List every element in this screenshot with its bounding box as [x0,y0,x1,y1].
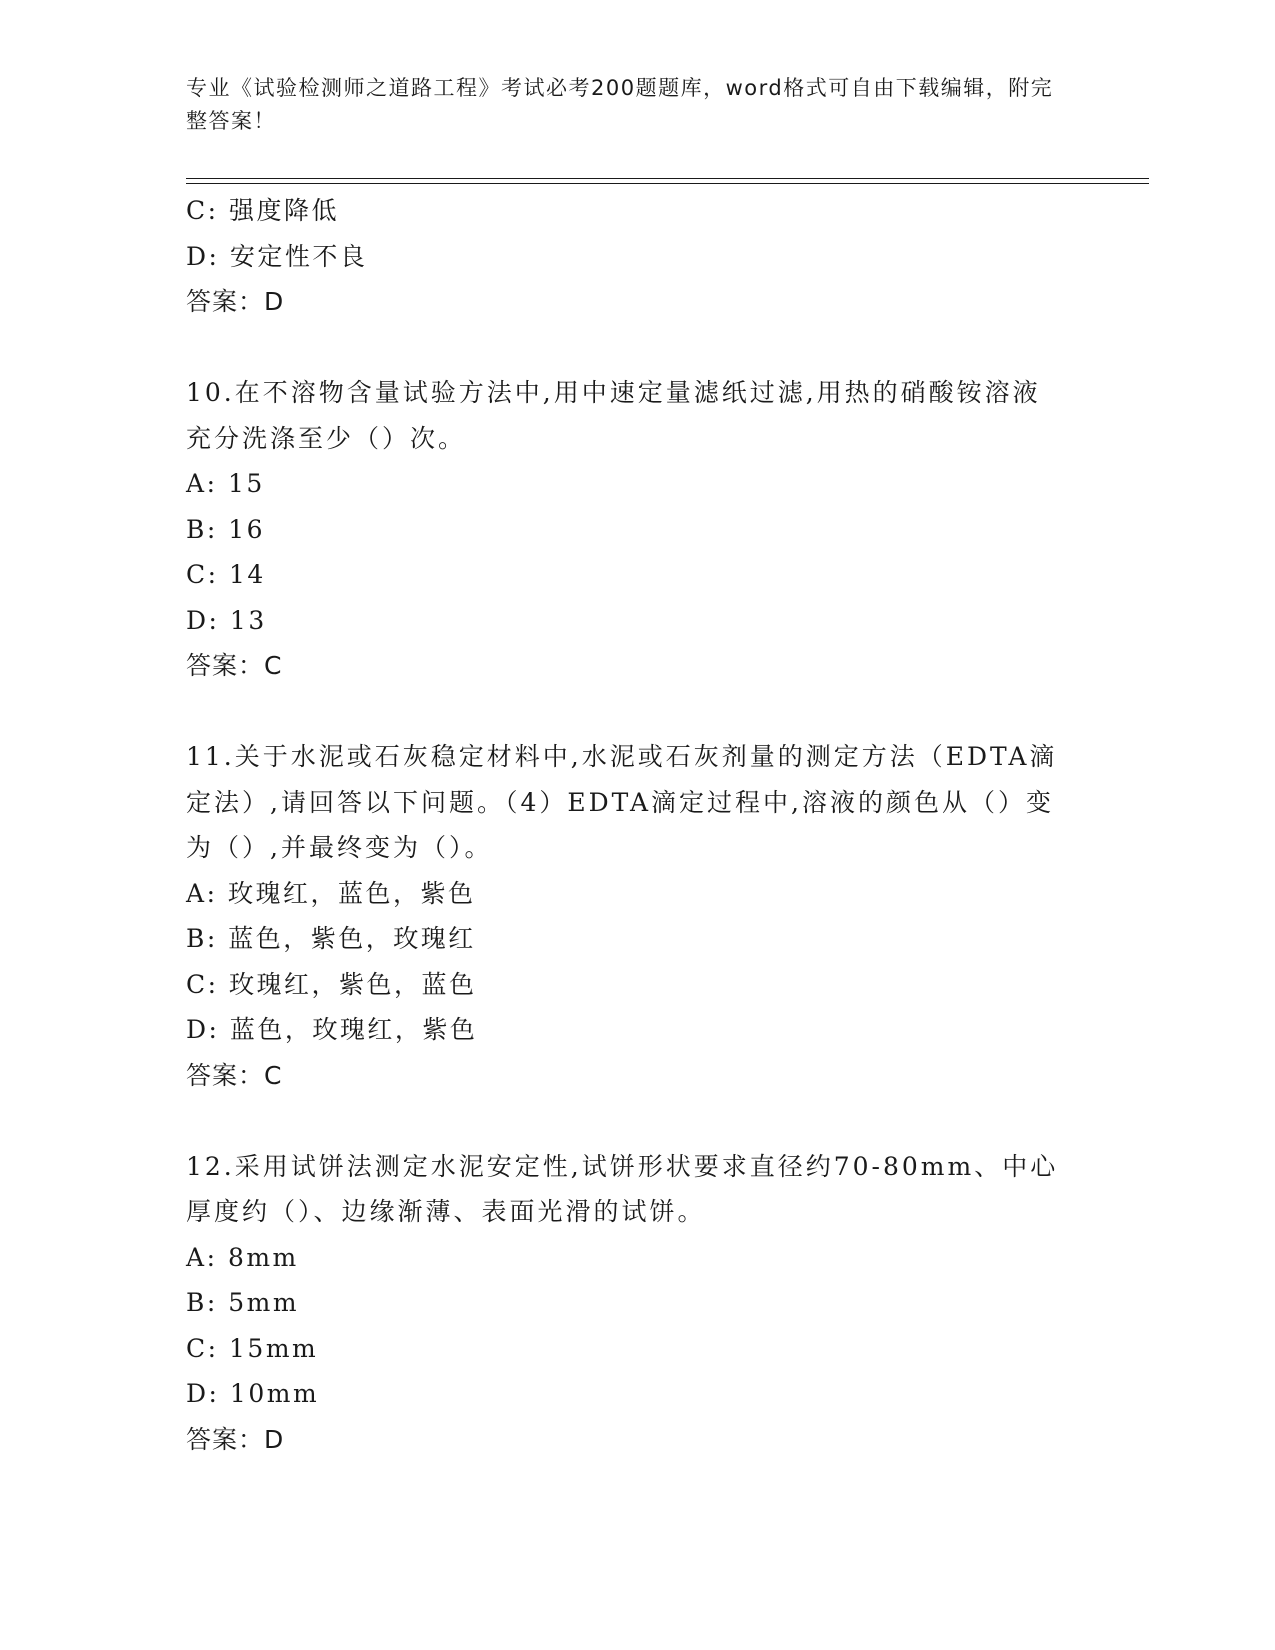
spacer [186,689,1086,735]
continued-question [186,188,1086,325]
option-a: A: 8mm [186,1242,299,1272]
option-b: B: 16 [186,514,266,544]
answer-line: 答案：D [186,287,285,316]
option-d: D: 安定性不良 [186,241,368,271]
header-divider-top [186,178,1149,179]
option-d: D: 蓝色，玫瑰红，紫色 [186,1015,478,1044]
answer-line: 答案：C [186,1060,283,1090]
question-12 [186,1144,1086,1463]
option-c: C: 14 [186,560,266,589]
option-b: B: 蓝色，紫色，玫瑰红 [186,924,476,953]
spacer [186,1098,1086,1144]
question-11 [186,734,1086,1098]
option-c: C: 强度降低 [186,196,340,225]
option-a: A: 15 [186,469,265,498]
question-10 [186,370,1086,689]
question-text: 11.关于水泥或石灰稳定材料中,水泥或石灰剂量的测定方法（EDTA滴定法）,请回答以下问题。（4）EDTA滴定过程中,溶液的颜色从（）变为（）,并最终变为（）。 [186,742,1058,862]
answer-line: 答案：D [186,1424,285,1454]
header-divider-bottom [186,183,1149,184]
option-a: A: 玫瑰红，蓝色，紫色 [186,878,476,908]
document-header: 专业《试验检测师之道路工程》考试必考200题题库，word格式可自由下载编辑，附完整答案！ [186,76,1054,133]
answer-line: 答案：C [186,651,283,680]
spacer [186,325,1086,371]
question-text: 12.采用试饼法测定水泥安定性,试饼形状要求直径约70-80mm、中心厚度约（）、边缘渐薄、表面光滑的试饼。 [186,1151,1059,1226]
option-b: B: 5mm [186,1288,300,1317]
document-body [186,188,1086,1462]
option-c: C: 15mm [186,1333,319,1363]
question-text: 10.在不溶物含量试验方法中,用中速定量滤纸过滤,用热的硝酸铵溶液充分洗涤至少（）次。 [186,378,1041,453]
option-d: D: 10mm [186,1379,320,1408]
option-d: D: 13 [186,605,267,635]
option-c: C: 玫瑰红，紫色，蓝色 [186,969,477,999]
